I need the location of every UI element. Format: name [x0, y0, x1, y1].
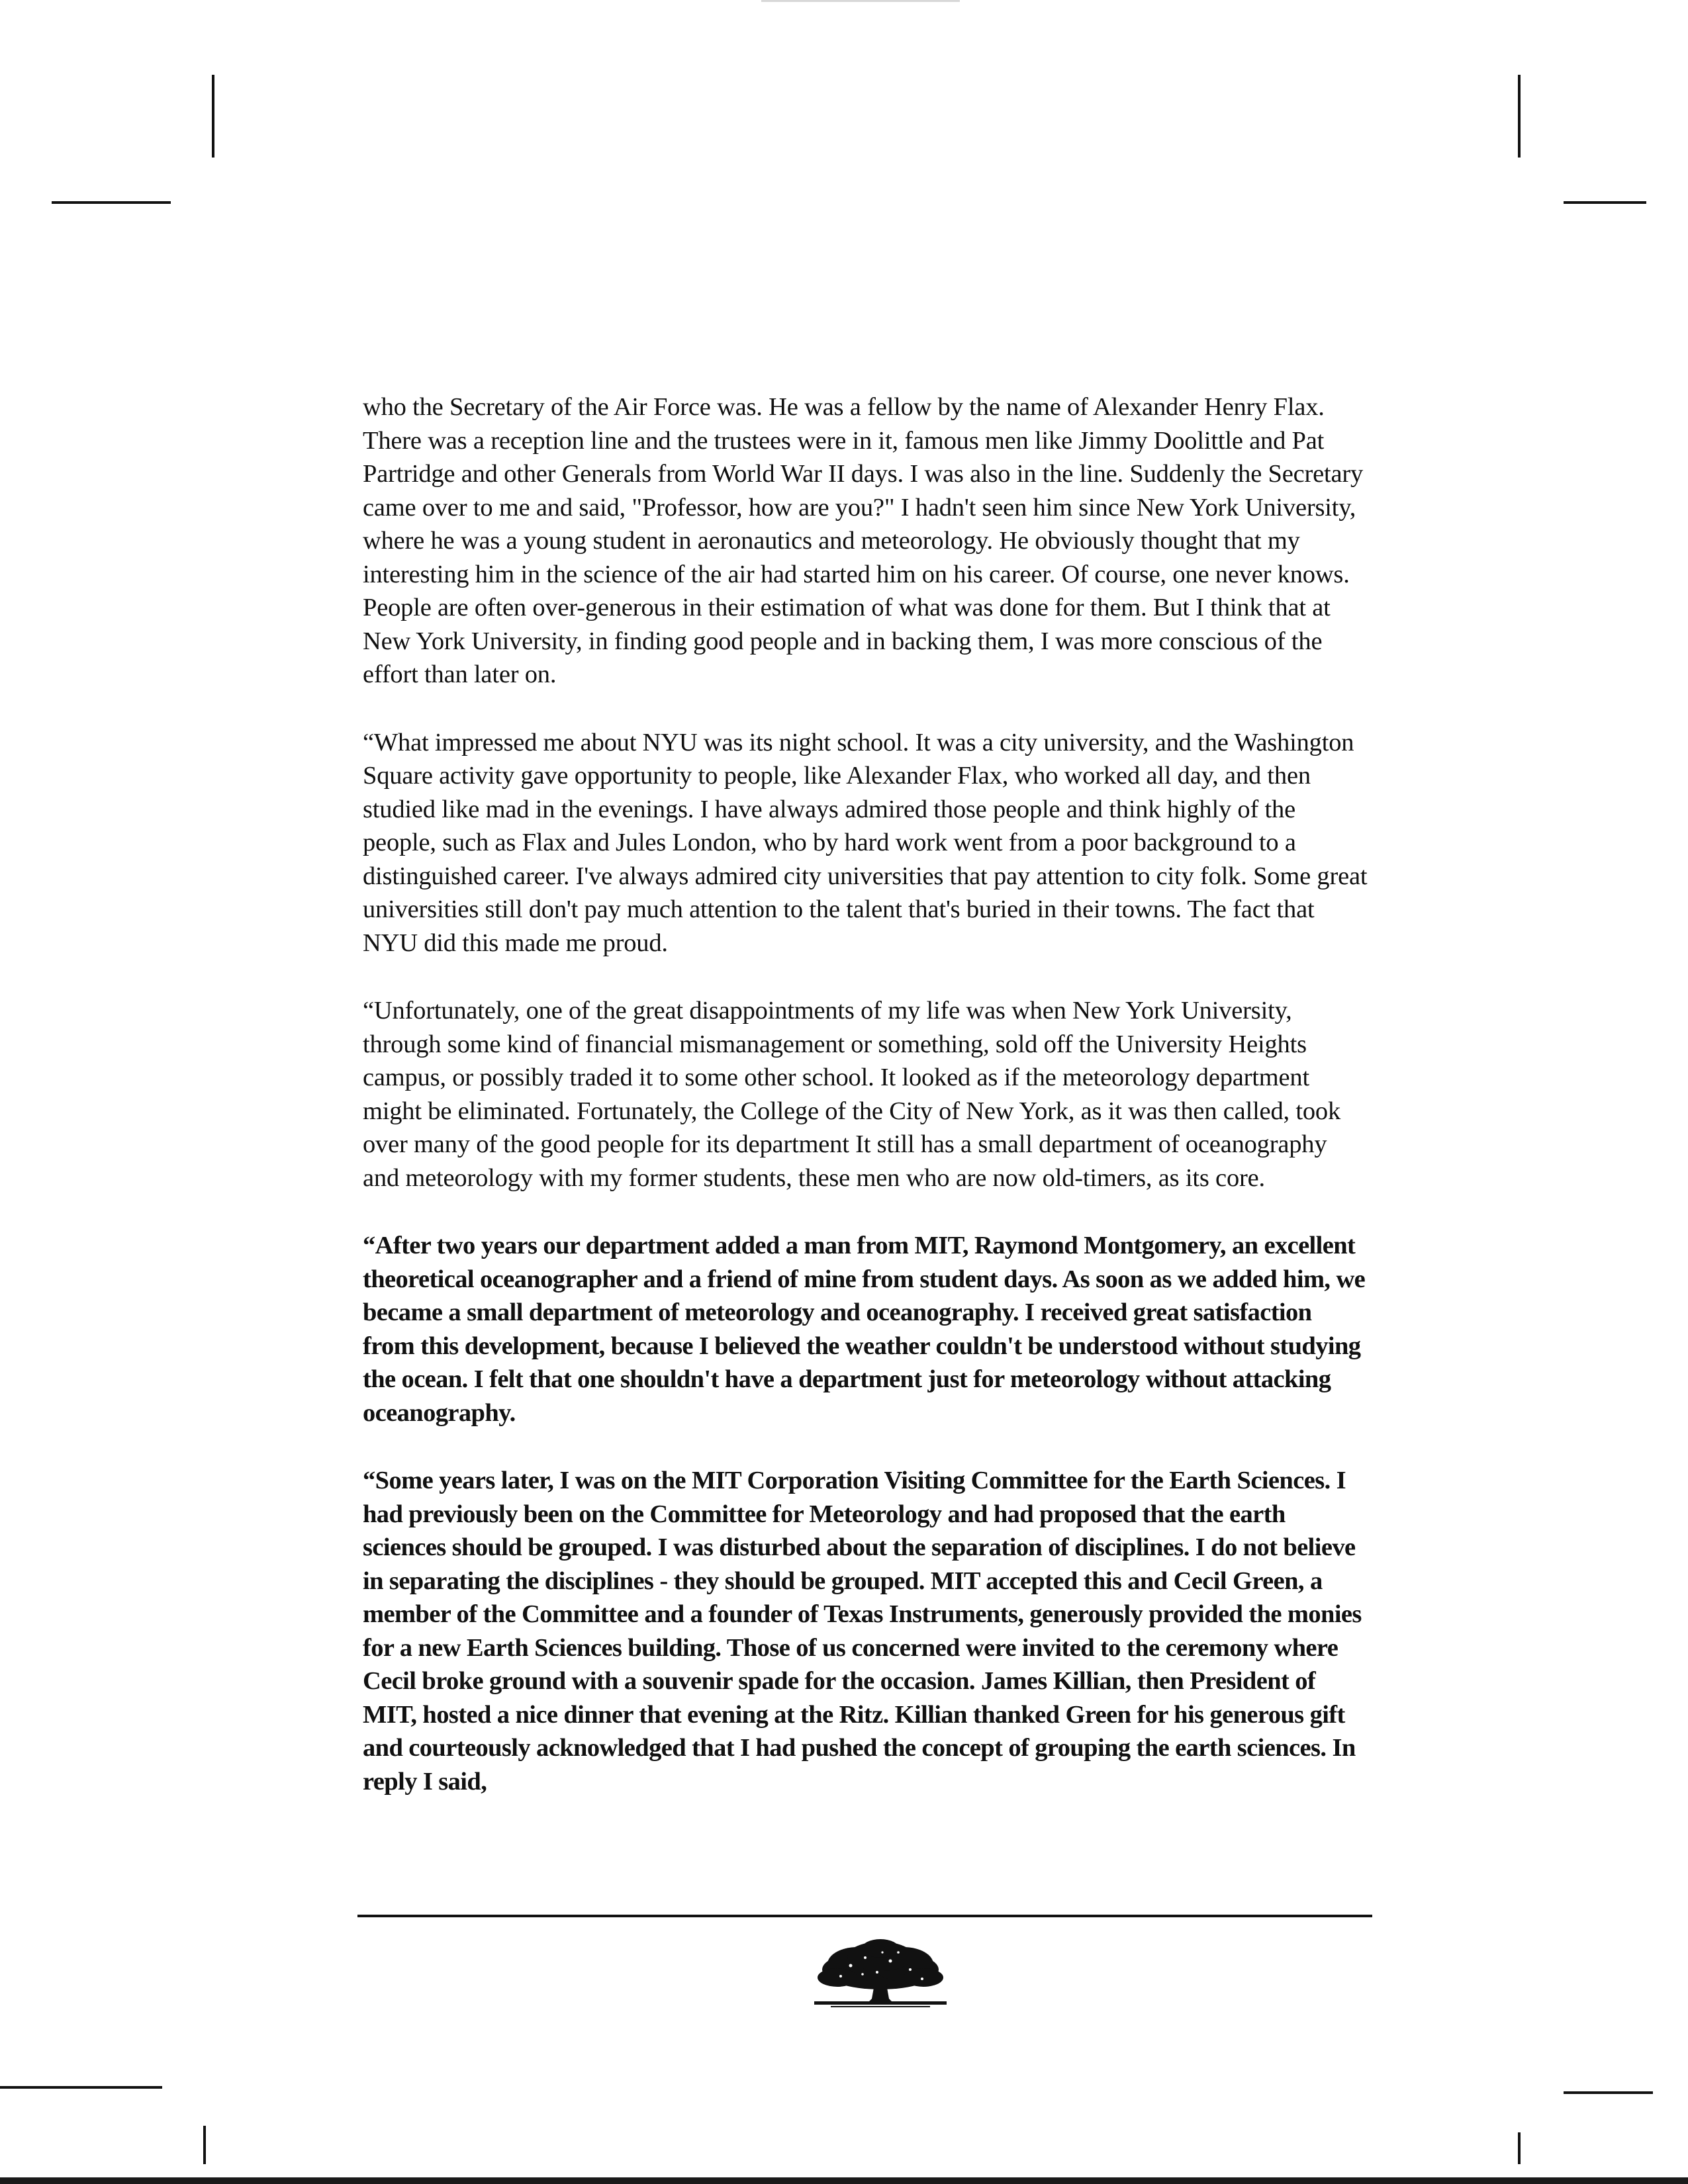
paragraph-4: “After two years our department added a man from MIT, Raymond Montgomery, an excellent theoretical oceanographer and a friend of mine from student days. As soon as we added him, we became a small department of meteorology and oceanography. I received great satisfaction from this development, because I believed the weather couldn't be understood without studying the ocean. I felt that one shouldn't have a department just for meteorology without attacking oceanography. [363, 1232, 1366, 1427]
crop-mark-top-left-vertical [212, 75, 214, 158]
scan-edge-artifact [761, 0, 960, 2]
crop-mark-bottom-right-vertical [1518, 2132, 1521, 2164]
crop-mark-top-right-horizontal [1564, 201, 1646, 204]
paragraph-2: “What impressed me about NYU was its night school. It was a city university, and the Washington Square activity gave opportunity to people, like Alexander Flax, who worked all day, and then studied like mad in the evenings. I have always admired those people and think highly of the people, such as Flax and Jules London, who by hard work went from a poor background to a distinguished career. I've always admired city universities that pay attention to city folk. Some great universities still don't pay much attention to the talent that's buried in their towns. The fact that NYU did this made me proud. [363, 728, 1368, 957]
crop-mark-bottom-left-horizontal [0, 2086, 162, 2089]
paragraph-5: “Some years later, I was on the MIT Corporation Visiting Committee for the Earth Sciences. I had previously been on the Committee for Meteorology and had proposed that the earth sciences should be grouped. I was disturbed about the separation of disciplines. I do not believe in separating the disciplines - they should be grouped. MIT accepted this and Cecil Green, a member of the Committee and a founder of Texas Instruments, generously provided the monies for a new Earth Sciences building. Those of us concerned were invited to the ceremony where Cecil broke ground with a souvenir spade for the occasion. James Killian, then President of MIT, hosted a nice dinner that evening at the Ritz. Killian thanked Green for his generous gift and courteously acknowledged that I had pushed the concept of grouping the earth sciences. In reply I said, [363, 1467, 1362, 1796]
document-body [363, 390, 1369, 1833]
crop-mark-top-right-vertical [1518, 75, 1521, 158]
crop-mark-bottom-right-horizontal [1564, 2091, 1653, 2094]
footer-rule [357, 1915, 1372, 1917]
paragraph-1: who the Secretary of the Air Force was. He was a fellow by the name of Alexander Henry Flax. There was a reception line and the trustees were in it, famous men like Jimmy Doolittle and Pat Partridge and other Generals from World War II days. I was also in the line. Suddenly the Secretary came over to me and said, "Professor, how are you?" I hadn't seen him since New York University, where he was a young student in aeronautics and meteorology. He obviously thought that my interesting him in the science of the air had started him on his career. Of course, one never knows. People are often over-generous in their estimation of what was done for them. But I think that at New York University, in finding good people and in backing them, I was more conscious of the effort than later on. [363, 393, 1364, 688]
paragraph-3: “Unfortunately, one of the great disappointments of my life was when New York University, through some kind of financial mismanagement or something, sold off the University Heights campus, or possibly traded it to some other school. It looked as if the meteorology department might be eliminated. Fortunately, the College of the City of New York, as it was then called, took over many of the good people for its department It still has a small department of oceanography and meteorology with my former students, these men who are now old-timers, as its core. [363, 997, 1340, 1192]
oak-tree-icon [811, 1938, 950, 2011]
crop-mark-top-left-horizontal [52, 201, 171, 204]
scan-bottom-edge [0, 2177, 1688, 2184]
crop-mark-bottom-left-vertical [203, 2126, 206, 2164]
